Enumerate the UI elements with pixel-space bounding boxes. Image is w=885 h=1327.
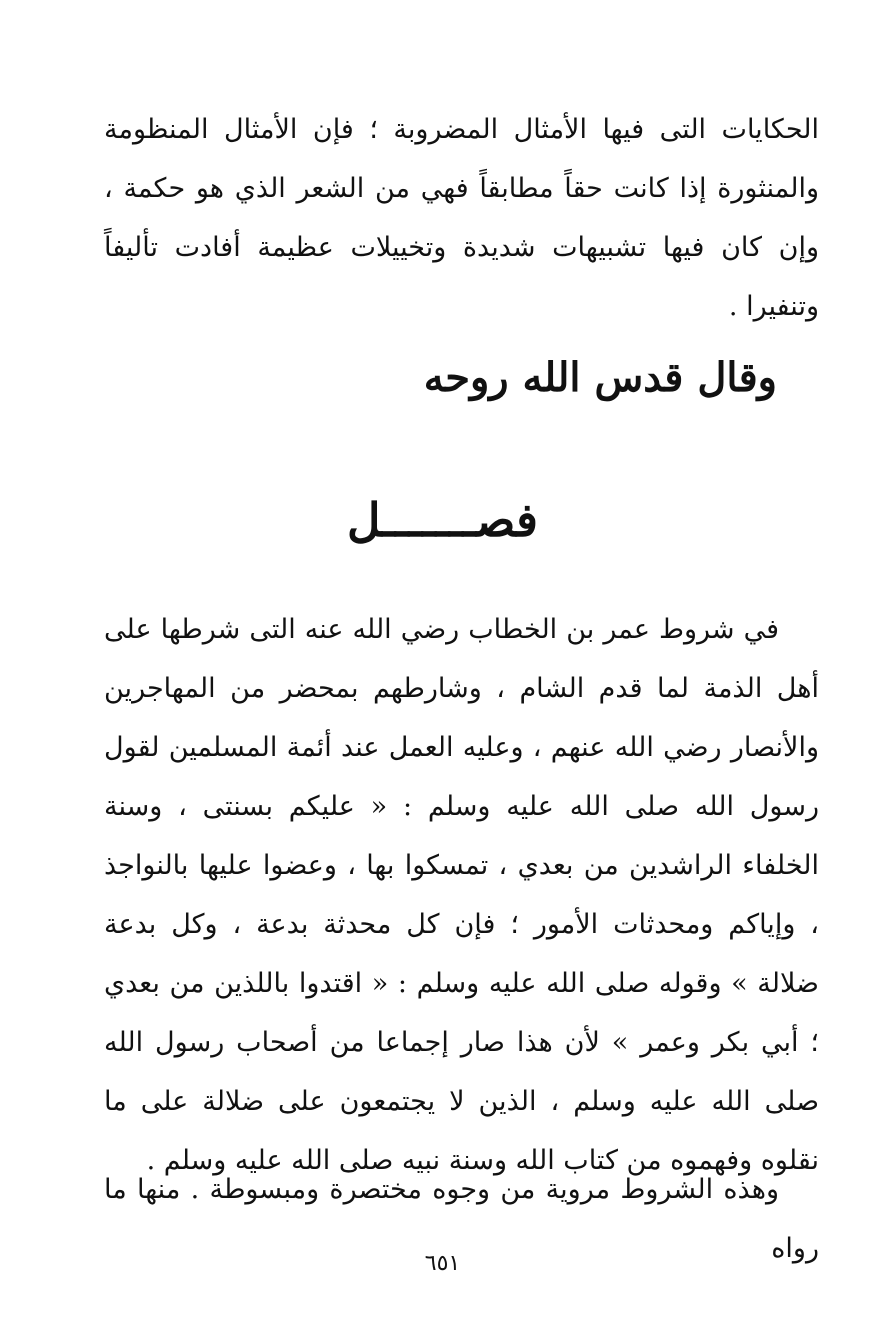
page-number: ٦٥١ xyxy=(424,1251,461,1276)
chapter-heading: وقال قدس الله روحه xyxy=(423,354,777,401)
main-paragraph: في شروط عمر بن الخطاب رضي الله عنه التى شرطها على أهل الذمة لما قدم الشام ، وشارطهم بمحضر من المهاجرين والأنصار رضي الله عنهم ، وعليه العمل عند أئمة المسلمين لقول رسول الله صلى الله عليه وسلم : « عليكم بسنتى ، وسنة الخلفاء الراشدين من بعدي ، تمسكوا بها ، وعضوا عليها بالنواجذ ، وإياكم ومحدثات الأمور ؛ فإن كل محدثة بدعة ، وكل بدعة ضلالة » وقوله صلى الله عليه وسلم : « اقتدوا باللذين من بعدي ؛ أبي بكر وعمر » لأن هذا صار إجماعا من أصحاب رسول الله صلى الله عليه وسلم ، الذين لا يجتمعون على ضلالة على ما نقلوه وفهموه من كتاب الله وسنة نبيه صلى الله عليه وسلم . xyxy=(104,614,819,1176)
section-title: فصـــــــل xyxy=(346,493,539,547)
intro-paragraph: الحكايات التى فيها الأمثال المضروبة ؛ فإن الأمثال المنظومة والمنثورة إذا كانت حقاً مطابقاً فهي من الشعر الذي هو حكمة ، وإن كان فيها تشبيهات شديدة وتخييلات عظيمة أفادت تأليفاً وتنفيرا . xyxy=(104,114,819,322)
closing-paragraph: وهذه الشروط مروية من وجوه مختصرة ومبسوطة . منها ما رواه xyxy=(104,1174,819,1264)
